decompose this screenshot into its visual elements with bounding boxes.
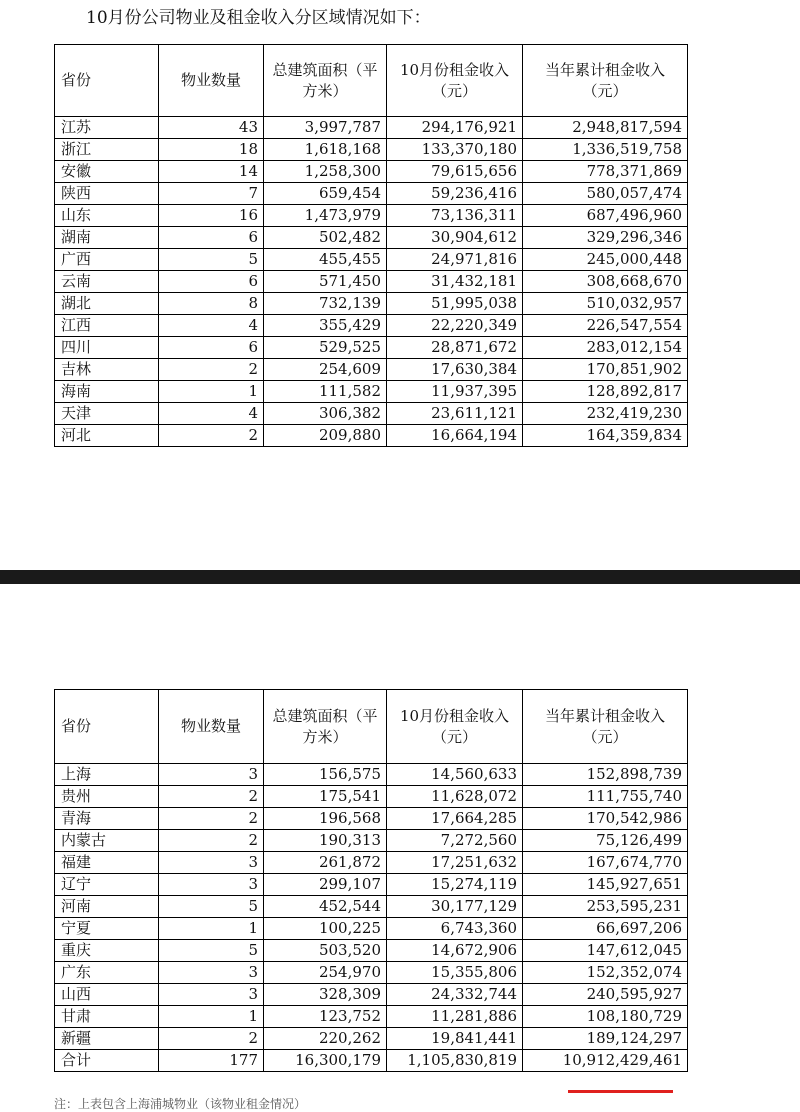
oct-rent-cell: 31,432,181 — [387, 271, 523, 293]
table-header-row — [55, 690, 688, 764]
ytd-rent-cell: 245,000,448 — [523, 249, 688, 271]
oct-rent-cell: 133,370,180 — [387, 139, 523, 161]
oct-rent-cell: 30,177,129 — [387, 896, 523, 918]
ytd-rent-cell: 283,012,154 — [523, 337, 688, 359]
ytd-rent-cell: 152,898,739 — [523, 764, 688, 786]
ytd-rent-cell: 308,668,670 — [523, 271, 688, 293]
area-cell: 1,258,300 — [264, 161, 387, 183]
province-cell: 安徽 — [55, 161, 159, 183]
ytd-rent-cell: 145,927,651 — [523, 874, 688, 896]
header-oct-rent: 10月份租金收入（元） — [387, 690, 523, 764]
ytd-rent-cell: 147,612,045 — [523, 940, 688, 962]
area-cell: 156,575 — [264, 764, 387, 786]
province-cell: 青海 — [55, 808, 159, 830]
area-cell: 190,313 — [264, 830, 387, 852]
oct-rent-cell: 17,251,632 — [387, 852, 523, 874]
province-cell: 福建 — [55, 852, 159, 874]
area-cell: 455,455 — [264, 249, 387, 271]
area-cell: 659,454 — [264, 183, 387, 205]
ytd-rent-cell: 580,057,474 — [523, 183, 688, 205]
area-cell: 100,225 — [264, 918, 387, 940]
area-cell: 355,429 — [264, 315, 387, 337]
table-row — [55, 381, 688, 403]
province-cell: 江西 — [55, 315, 159, 337]
province-cell: 山东 — [55, 205, 159, 227]
province-cell: 湖南 — [55, 227, 159, 249]
ytd-rent-cell: 329,296,346 — [523, 227, 688, 249]
table-header-row — [55, 45, 688, 117]
count-cell: 8 — [159, 293, 264, 315]
province-cell: 云南 — [55, 271, 159, 293]
table-row — [55, 205, 688, 227]
count-cell: 1 — [159, 918, 264, 940]
table-row — [55, 359, 688, 381]
table-row — [55, 293, 688, 315]
area-cell: 111,582 — [264, 381, 387, 403]
count-cell: 2 — [159, 830, 264, 852]
area-cell: 502,482 — [264, 227, 387, 249]
count-cell: 2 — [159, 359, 264, 381]
area-cell: 123,752 — [264, 1006, 387, 1028]
count-cell: 3 — [159, 852, 264, 874]
count-cell: 5 — [159, 940, 264, 962]
count-cell: 2 — [159, 808, 264, 830]
table-row — [55, 1028, 688, 1050]
rent-table-part-2 — [54, 689, 688, 1072]
table-row — [55, 315, 688, 337]
table-row — [55, 874, 688, 896]
oct-rent-cell: 11,281,886 — [387, 1006, 523, 1028]
province-cell: 湖北 — [55, 293, 159, 315]
area-cell: 452,544 — [264, 896, 387, 918]
oct-rent-cell: 24,332,744 — [387, 984, 523, 1006]
area-cell: 196,568 — [264, 808, 387, 830]
area-cell: 732,139 — [264, 293, 387, 315]
header-oct-rent: 10月份租金收入（元） — [387, 45, 523, 117]
oct-rent-cell: 15,274,119 — [387, 874, 523, 896]
oct-rent-cell: 59,236,416 — [387, 183, 523, 205]
oct-rent-cell: 30,904,612 — [387, 227, 523, 249]
count-cell: 2 — [159, 425, 264, 447]
table-row — [55, 786, 688, 808]
oct-rent-cell: 51,995,038 — [387, 293, 523, 315]
table-row — [55, 896, 688, 918]
ytd-rent-cell: 75,126,499 — [523, 830, 688, 852]
province-cell: 河北 — [55, 425, 159, 447]
oct-rent-cell: 19,841,441 — [387, 1028, 523, 1050]
oct-rent-cell: 7,272,560 — [387, 830, 523, 852]
ytd-rent-cell: 170,851,902 — [523, 359, 688, 381]
province-cell: 浙江 — [55, 139, 159, 161]
oct-rent-cell: 11,628,072 — [387, 786, 523, 808]
ytd-rent-cell: 226,547,554 — [523, 315, 688, 337]
table-row — [55, 271, 688, 293]
table-row — [55, 337, 688, 359]
area-cell: 571,450 — [264, 271, 387, 293]
count-cell: 1 — [159, 1006, 264, 1028]
table-row — [55, 830, 688, 852]
oct-rent-cell: 79,615,656 — [387, 161, 523, 183]
highlight-underline — [568, 1090, 673, 1093]
area-cell: 254,970 — [264, 962, 387, 984]
province-cell: 广东 — [55, 962, 159, 984]
province-cell: 四川 — [55, 337, 159, 359]
ytd-rent-cell: 232,419,230 — [523, 403, 688, 425]
area-cell: 254,609 — [264, 359, 387, 381]
table-row — [55, 249, 688, 271]
province-cell: 吉林 — [55, 359, 159, 381]
ytd-rent-cell: 111,755,740 — [523, 786, 688, 808]
count-cell: 4 — [159, 403, 264, 425]
header-area: 总建筑面积（平方米） — [264, 690, 387, 764]
province-cell: 陕西 — [55, 183, 159, 205]
area-cell: 503,520 — [264, 940, 387, 962]
oct-rent-cell: 15,355,806 — [387, 962, 523, 984]
count-cell: 6 — [159, 227, 264, 249]
table-row — [55, 852, 688, 874]
oct-rent-cell: 23,611,121 — [387, 403, 523, 425]
area-cell: 306,382 — [264, 403, 387, 425]
oct-rent-cell: 24,971,816 — [387, 249, 523, 271]
province-cell: 新疆 — [55, 1028, 159, 1050]
total-oct-rent: 1,105,830,819 — [387, 1050, 523, 1072]
total-row — [55, 1050, 688, 1072]
ytd-rent-cell: 240,595,927 — [523, 984, 688, 1006]
footnote: 注：上表包含上海浦城物业（该物业租金情况） — [54, 1097, 307, 1111]
area-cell: 209,880 — [264, 425, 387, 447]
count-cell: 2 — [159, 786, 264, 808]
table-row — [55, 984, 688, 1006]
total-area: 16,300,179 — [264, 1050, 387, 1072]
count-cell: 5 — [159, 249, 264, 271]
header-province: 省份 — [55, 690, 159, 764]
province-cell: 上海 — [55, 764, 159, 786]
area-cell: 299,107 — [264, 874, 387, 896]
count-cell: 3 — [159, 984, 264, 1006]
province-cell: 宁夏 — [55, 918, 159, 940]
table-row — [55, 161, 688, 183]
ytd-rent-cell: 164,359,834 — [523, 425, 688, 447]
ytd-rent-cell: 170,542,986 — [523, 808, 688, 830]
total-count: 177 — [159, 1050, 264, 1072]
oct-rent-cell: 28,871,672 — [387, 337, 523, 359]
table-row — [55, 425, 688, 447]
total-ytd-rent: 10,912,429,461 — [523, 1050, 688, 1072]
table-row — [55, 227, 688, 249]
ytd-rent-cell: 253,595,231 — [523, 896, 688, 918]
province-cell: 甘肃 — [55, 1006, 159, 1028]
area-cell: 220,262 — [264, 1028, 387, 1050]
province-cell: 海南 — [55, 381, 159, 403]
area-cell: 261,872 — [264, 852, 387, 874]
table-row — [55, 962, 688, 984]
oct-rent-cell: 6,743,360 — [387, 918, 523, 940]
ytd-rent-cell: 2,948,817,594 — [523, 117, 688, 139]
count-cell: 3 — [159, 764, 264, 786]
header-ytd-rent: 当年累计租金收入（元） — [523, 690, 688, 764]
oct-rent-cell: 22,220,349 — [387, 315, 523, 337]
area-cell: 175,541 — [264, 786, 387, 808]
page-divider — [0, 570, 800, 584]
count-cell: 14 — [159, 161, 264, 183]
table-row — [55, 183, 688, 205]
area-cell: 1,618,168 — [264, 139, 387, 161]
count-cell: 2 — [159, 1028, 264, 1050]
count-cell: 3 — [159, 874, 264, 896]
ytd-rent-cell: 510,032,957 — [523, 293, 688, 315]
area-cell: 1,473,979 — [264, 205, 387, 227]
header-province: 省份 — [55, 45, 159, 117]
rent-table-part-1 — [54, 44, 688, 447]
intro-text: 10月份公司物业及租金收入分区域情况如下： — [86, 8, 431, 28]
count-cell: 43 — [159, 117, 264, 139]
header-area: 总建筑面积（平方米） — [264, 45, 387, 117]
total-label: 合计 — [55, 1050, 159, 1072]
count-cell: 16 — [159, 205, 264, 227]
table-row — [55, 808, 688, 830]
province-cell: 广西 — [55, 249, 159, 271]
oct-rent-cell: 17,630,384 — [387, 359, 523, 381]
oct-rent-cell: 73,136,311 — [387, 205, 523, 227]
count-cell: 18 — [159, 139, 264, 161]
count-cell: 3 — [159, 962, 264, 984]
table-row — [55, 1006, 688, 1028]
ytd-rent-cell: 189,124,297 — [523, 1028, 688, 1050]
table-row — [55, 403, 688, 425]
count-cell: 4 — [159, 315, 264, 337]
table-row — [55, 764, 688, 786]
count-cell: 1 — [159, 381, 264, 403]
table-row — [55, 117, 688, 139]
province-cell: 内蒙古 — [55, 830, 159, 852]
oct-rent-cell: 11,937,395 — [387, 381, 523, 403]
area-cell: 529,525 — [264, 337, 387, 359]
ytd-rent-cell: 778,371,869 — [523, 161, 688, 183]
count-cell: 5 — [159, 896, 264, 918]
area-cell: 3,997,787 — [264, 117, 387, 139]
province-cell: 江苏 — [55, 117, 159, 139]
oct-rent-cell: 14,560,633 — [387, 764, 523, 786]
province-cell: 辽宁 — [55, 874, 159, 896]
ytd-rent-cell: 128,892,817 — [523, 381, 688, 403]
ytd-rent-cell: 687,496,960 — [523, 205, 688, 227]
ytd-rent-cell: 167,674,770 — [523, 852, 688, 874]
province-cell: 贵州 — [55, 786, 159, 808]
count-cell: 7 — [159, 183, 264, 205]
ytd-rent-cell: 66,697,206 — [523, 918, 688, 940]
table-row — [55, 918, 688, 940]
header-count: 物业数量 — [159, 45, 264, 117]
oct-rent-cell: 16,664,194 — [387, 425, 523, 447]
oct-rent-cell: 17,664,285 — [387, 808, 523, 830]
province-cell: 天津 — [55, 403, 159, 425]
ytd-rent-cell: 1,336,519,758 — [523, 139, 688, 161]
header-count: 物业数量 — [159, 690, 264, 764]
count-cell: 6 — [159, 271, 264, 293]
header-ytd-rent: 当年累计租金收入（元） — [523, 45, 688, 117]
oct-rent-cell: 14,672,906 — [387, 940, 523, 962]
oct-rent-cell: 294,176,921 — [387, 117, 523, 139]
ytd-rent-cell: 108,180,729 — [523, 1006, 688, 1028]
area-cell: 328,309 — [264, 984, 387, 1006]
province-cell: 山西 — [55, 984, 159, 1006]
table-row — [55, 139, 688, 161]
count-cell: 6 — [159, 337, 264, 359]
province-cell: 河南 — [55, 896, 159, 918]
table-row — [55, 940, 688, 962]
province-cell: 重庆 — [55, 940, 159, 962]
ytd-rent-cell: 152,352,074 — [523, 962, 688, 984]
